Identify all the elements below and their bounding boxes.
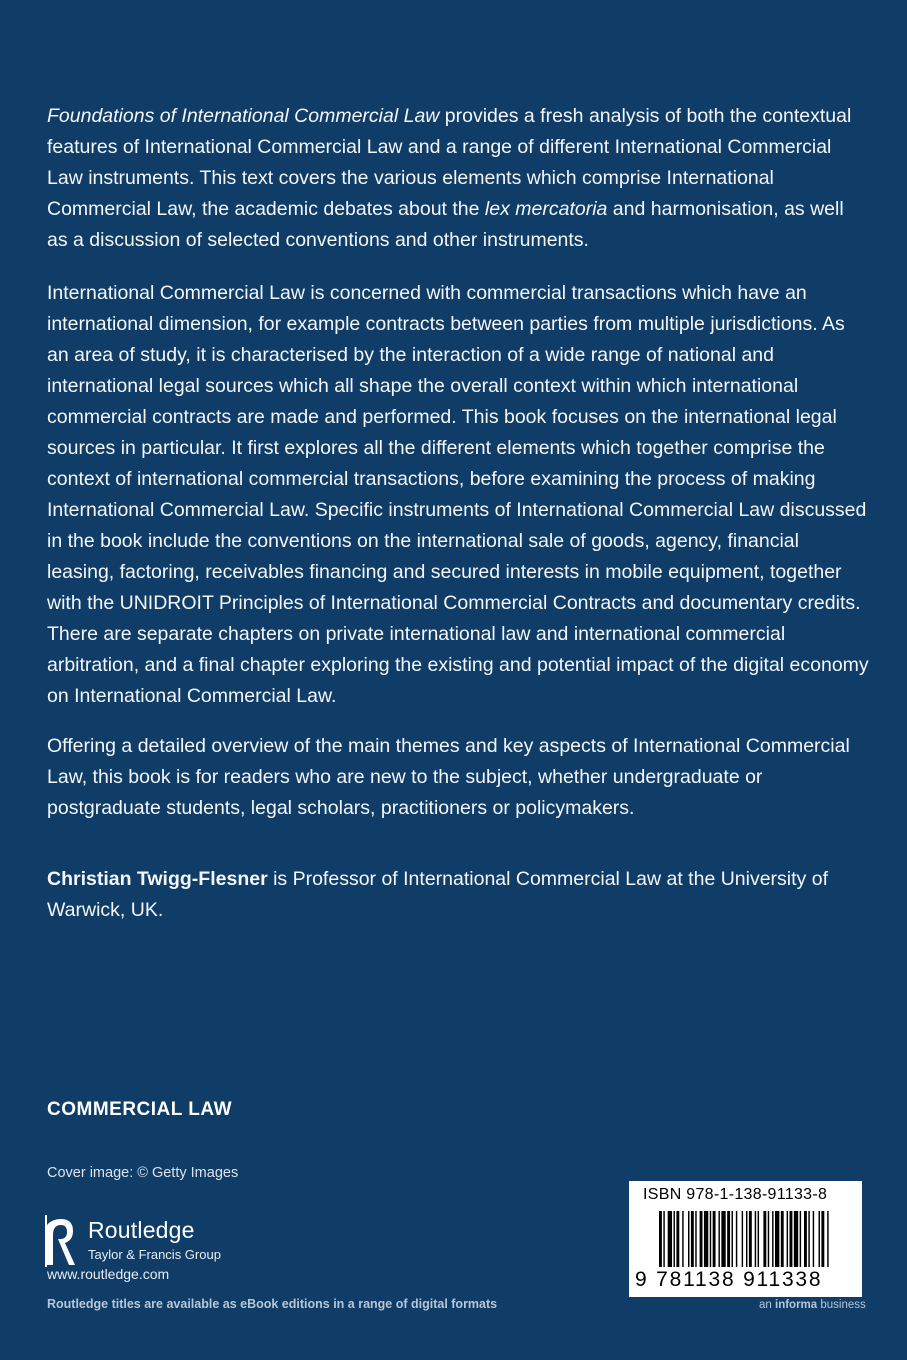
informa-name: informa <box>775 1299 818 1311</box>
isbn-label: ISBN 978-1-138-91133-8 <box>643 1186 828 1203</box>
barcode-digits: 9 781138 911338 <box>635 1268 823 1291</box>
description-paragraph-2: International Commercial Law is concerned with commercial transactions which have an international dimension, for example contracts between parties from multiple jurisdictions. As an area of study, it is characterised by the interaction of a wide range of national and international legal sources which all shape the overall context within which international commercial contracts are made and performed. This book focuses on the international legal sources in particular. It first explores all the different elements which together comprise the context of international commercial transactions, before examining the process of making International Commercial Law. Specific instruments of International Commercial Law discussed in the book include the conventions on the international sale of goods, agency, financial leasing, factoring, receivables financing and secured interests in mobile equipment, together with the UNIDROIT Principles of International Commercial Contracts and documentary credits. There are separate chapters on private international law and international commercial arbitration, and a final chapter exploring the existing and potential impact of the digital economy on International Commercial Law. <box>47 282 869 707</box>
informa-tagline <box>759 1299 866 1311</box>
publisher-name: Routledge <box>88 1217 195 1243</box>
author-name: Christian Twigg-Flesner <box>47 868 268 890</box>
isbn-barcode <box>629 1181 862 1297</box>
author-bio <box>47 864 869 926</box>
publisher-url[interactable]: www.routledge.com <box>47 1266 170 1282</box>
publisher-group: Taylor & Francis Group <box>88 1247 221 1262</box>
description-paragraph-1 <box>47 101 869 256</box>
book-title: Foundations of International Commercial Law <box>47 105 440 127</box>
cover-credit: Cover image: © Getty Images <box>47 1165 239 1181</box>
informa-suffix: business <box>817 1299 866 1311</box>
ebook-note: Routledge titles are available as eBook editions in a range of digital formats <box>47 1297 498 1311</box>
description-text: and harmonisation, as well as a discussion of selected conventions and other instruments. <box>47 198 844 251</box>
informa-prefix: an <box>759 1299 775 1311</box>
subject-category: COMMERCIAL LAW <box>47 1099 233 1120</box>
italic-term: lex mercatoria <box>484 198 608 220</box>
author-bio-text: is Professor of International Commercial Law at the University of Warwick, UK. <box>47 868 828 921</box>
description-paragraph-3: Offering a detailed overview of the main themes and key aspects of International Commercial Law, this book is for readers who are new to the subject, whether undergraduate or postgraduate students, legal scholars, practitioners or policymakers. <box>47 735 850 819</box>
routledge-logo-icon <box>45 1215 75 1267</box>
description-text: provides a fresh analysis of both the contextual features of International Commercial Law and a range of different International Commercial Law instruments. This text covers the various elements which comprise International Commercial Law, the academic debates about the <box>47 105 852 220</box>
